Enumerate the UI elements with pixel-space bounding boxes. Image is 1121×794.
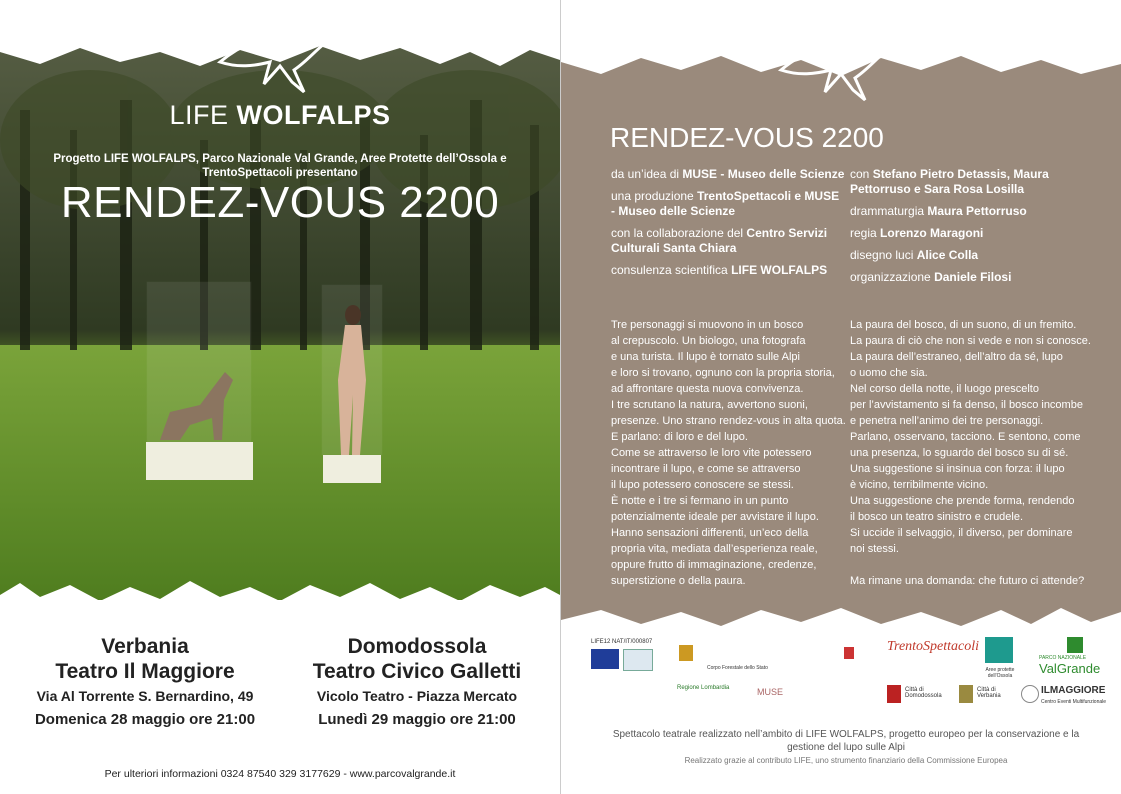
torn-edge (0, 575, 560, 615)
synopsis-line: e penetra nell’animo dei tre personaggi. (850, 415, 1044, 427)
synopsis-line: Una suggestione che prende forma, rendendo (850, 495, 1075, 507)
synopsis-line: al crepuscolo. Un biologo, una fotografa (611, 335, 806, 347)
venue-city: Verbania (101, 635, 189, 658)
credits-column-1 (611, 167, 846, 285)
synopsis-line: È notte e i tre si fermano in un punto (611, 495, 789, 507)
brand-wordmark: LIFE WOLFALPS (169, 100, 391, 130)
venue-address: Vicolo Teatro - Piazza Mercato (316, 688, 518, 704)
synopsis-line: E parlano: di loro e del lupo. (611, 431, 748, 443)
synopsis-line: noi stessi. (850, 543, 899, 555)
credit-line: una produzione TrentoSpettacoli e MUSE - Museo delle Scienze (611, 189, 840, 218)
domodossola-crest-icon (887, 685, 901, 703)
credit-line: regia Lorenzo Maragoni (850, 226, 984, 240)
synopsis-line: Hanno sensazioni differenti, un’eco della (611, 527, 809, 539)
aree-protette-icon (985, 637, 1013, 663)
credit-line: con la collaborazione del Centro Servizi Culturali Santa Chiara (611, 226, 828, 255)
credit-line: con Stefano Pietro Detassis, Maura Pettorruso e Sara Rosa Losilla (850, 167, 1049, 196)
ilmaggiore-label: ILMAGGIORE (1041, 685, 1106, 696)
regione-lombardia: Regione Lombardia (677, 685, 730, 691)
life-code: LIFE12 NAT/IT/000807 (591, 639, 653, 645)
synopsis-line: La paura del bosco, di un suono, di un fremito. (850, 319, 1077, 331)
natura2000-icon (623, 649, 653, 671)
right-poster (561, 0, 1121, 794)
venue-date: Lunedì 29 maggio ore 21:00 (318, 711, 516, 728)
parco-label: PARCO NAZIONALE (1039, 655, 1087, 661)
credit-line: organizzazione Daniele Filosi (850, 270, 1012, 284)
verbania-crest-icon (959, 685, 973, 703)
synopsis-line: o uomo che sia. (850, 367, 928, 379)
synopsis-line: ad affrontare questa nuova convivenza. (611, 383, 804, 395)
footer-note: Spettacolo teatrale realizzato nell’ambito di LIFE WOLFALPS, progetto europeo per la conservazione e la gestione del lupo sulle Alpi (612, 729, 1080, 753)
synopsis-line: e una turista. Il lupo è tornato sulle Alpi (611, 351, 800, 363)
synopsis-line: incontrare il lupo, e come se attraverso (611, 463, 801, 475)
presenters-line: Progetto LIFE WOLFALPS, Parco Nazionale Val Grande, Aree Protette dell’Ossola e TrentoSpettacoli presentano (53, 153, 507, 179)
ilmaggiore-icon (1021, 685, 1039, 703)
venue-domodossola (282, 634, 552, 728)
aree-protette-label: Aree protette dell’Ossola (985, 667, 1015, 679)
ilmaggiore-sub: Centro Eventi Multifunzionale (1041, 699, 1107, 705)
synopsis-line: I tre scrutano la natura, avvertono suoni, (611, 399, 808, 411)
synopsis-line: è vicino, terribilmente vicino. (850, 479, 989, 491)
wolf-logo-icon (214, 22, 346, 94)
synopsis-line: Nel corso della notte, il luogo prescelto (850, 383, 1039, 395)
venue-theatre: Teatro Civico Galletti (312, 660, 522, 683)
poster-title: RENDEZ-VOUS 2200 (60, 178, 500, 227)
synopsis-column-2 (850, 317, 1100, 589)
wolf-logo-icon (775, 30, 907, 102)
synopsis-line: La paura di ciò che non si vede e non si conosce. (850, 335, 1091, 347)
venue-theatre: Teatro Il Maggiore (55, 660, 235, 683)
credit-line: consulenza scientifica LIFE WOLFALPS (611, 263, 828, 277)
credit-line: da un’idea di MUSE - Museo delle Scienze (611, 167, 845, 181)
citta-domodossola: Città di Domodossola (905, 687, 942, 699)
synopsis-line: presenze. Uno strano rendez-vous in alta quota. (611, 415, 846, 427)
trento-logo: TrentoSpettacoli (887, 639, 980, 654)
flag-icon (844, 647, 854, 659)
sponsor-logos (589, 637, 1109, 717)
muse-logo: MUSE (757, 687, 784, 697)
credit-line: drammaturgia Maura Pettorruso (850, 204, 1027, 218)
synopsis-line: il bosco un teatro sinistro e crudele. (850, 511, 1024, 523)
citta-verbania: Città di Verbania (977, 687, 1001, 699)
synopsis-line: il lupo potessero conoscere se stessi. (611, 479, 794, 491)
synopsis-line: Una suggestione si insinua con forza: il lupo (850, 463, 1065, 475)
synopsis-column-1 (611, 317, 846, 589)
footer-funding: Realizzato grazie al contributo LIFE, uno strumento finanziario della Commissione Europea (684, 756, 1008, 765)
valgrande-label: ValGrande (1039, 661, 1101, 676)
synopsis-line: potenzialmente ideale per avvistare il lupo. (611, 511, 819, 523)
synopsis-line: e loro si trovano, ognuno con la propria storia, (611, 367, 835, 379)
poster-title: RENDEZ-VOUS 2200 (610, 122, 884, 153)
synopsis-line: oppure frutto di immaginazione, credenze, (611, 559, 817, 571)
corpo-forestale: Corpo Forestale dello Stato (707, 665, 768, 671)
synopsis-line: propria vita, mediata dall’esperienza reale, (611, 543, 818, 555)
synopsis-line: Si uccide il selvaggio, il diverso, per dominare (850, 527, 1073, 539)
synopsis-line: Parlano, osservano, tacciono. E sentono, come (850, 431, 1081, 443)
synopsis-line: una presenza, lo sguardo del bosco su di sé. (850, 447, 1069, 459)
synopsis-line: Tre personaggi si muovono in un bosco (611, 319, 804, 331)
valgrande-icon (1067, 637, 1083, 653)
venue-verbania (10, 634, 280, 728)
credit-line: disegno luci Alice Colla (850, 248, 979, 262)
synopsis-line: superstizione o della paura. (611, 575, 746, 587)
synopsis-line: Come se attraverso le loro vite potessero (611, 447, 812, 459)
synopsis-line (850, 557, 1100, 573)
synopsis-line: per l’avvistamento si fa denso, il bosco incombe (850, 399, 1083, 411)
venue-city: Domodossola (347, 635, 487, 658)
venue-date: Domenica 28 maggio ore 21:00 (34, 711, 256, 728)
synopsis-line: Ma rimane una domanda: che futuro ci attende? (850, 575, 1085, 587)
venue-address: Via Al Torrente S. Bernardino, 49 (36, 688, 254, 704)
credits-column-2 (850, 167, 1090, 292)
crest-icon (679, 645, 693, 661)
contact-info: Per ulteriori informazioni 0324 87540 329 3177629 - www.parcovalgrande.it (104, 768, 456, 780)
synopsis-line: La paura dell’estraneo, dell’altro da sé, lupo (850, 351, 1063, 363)
eu-flag-icon (591, 649, 619, 669)
